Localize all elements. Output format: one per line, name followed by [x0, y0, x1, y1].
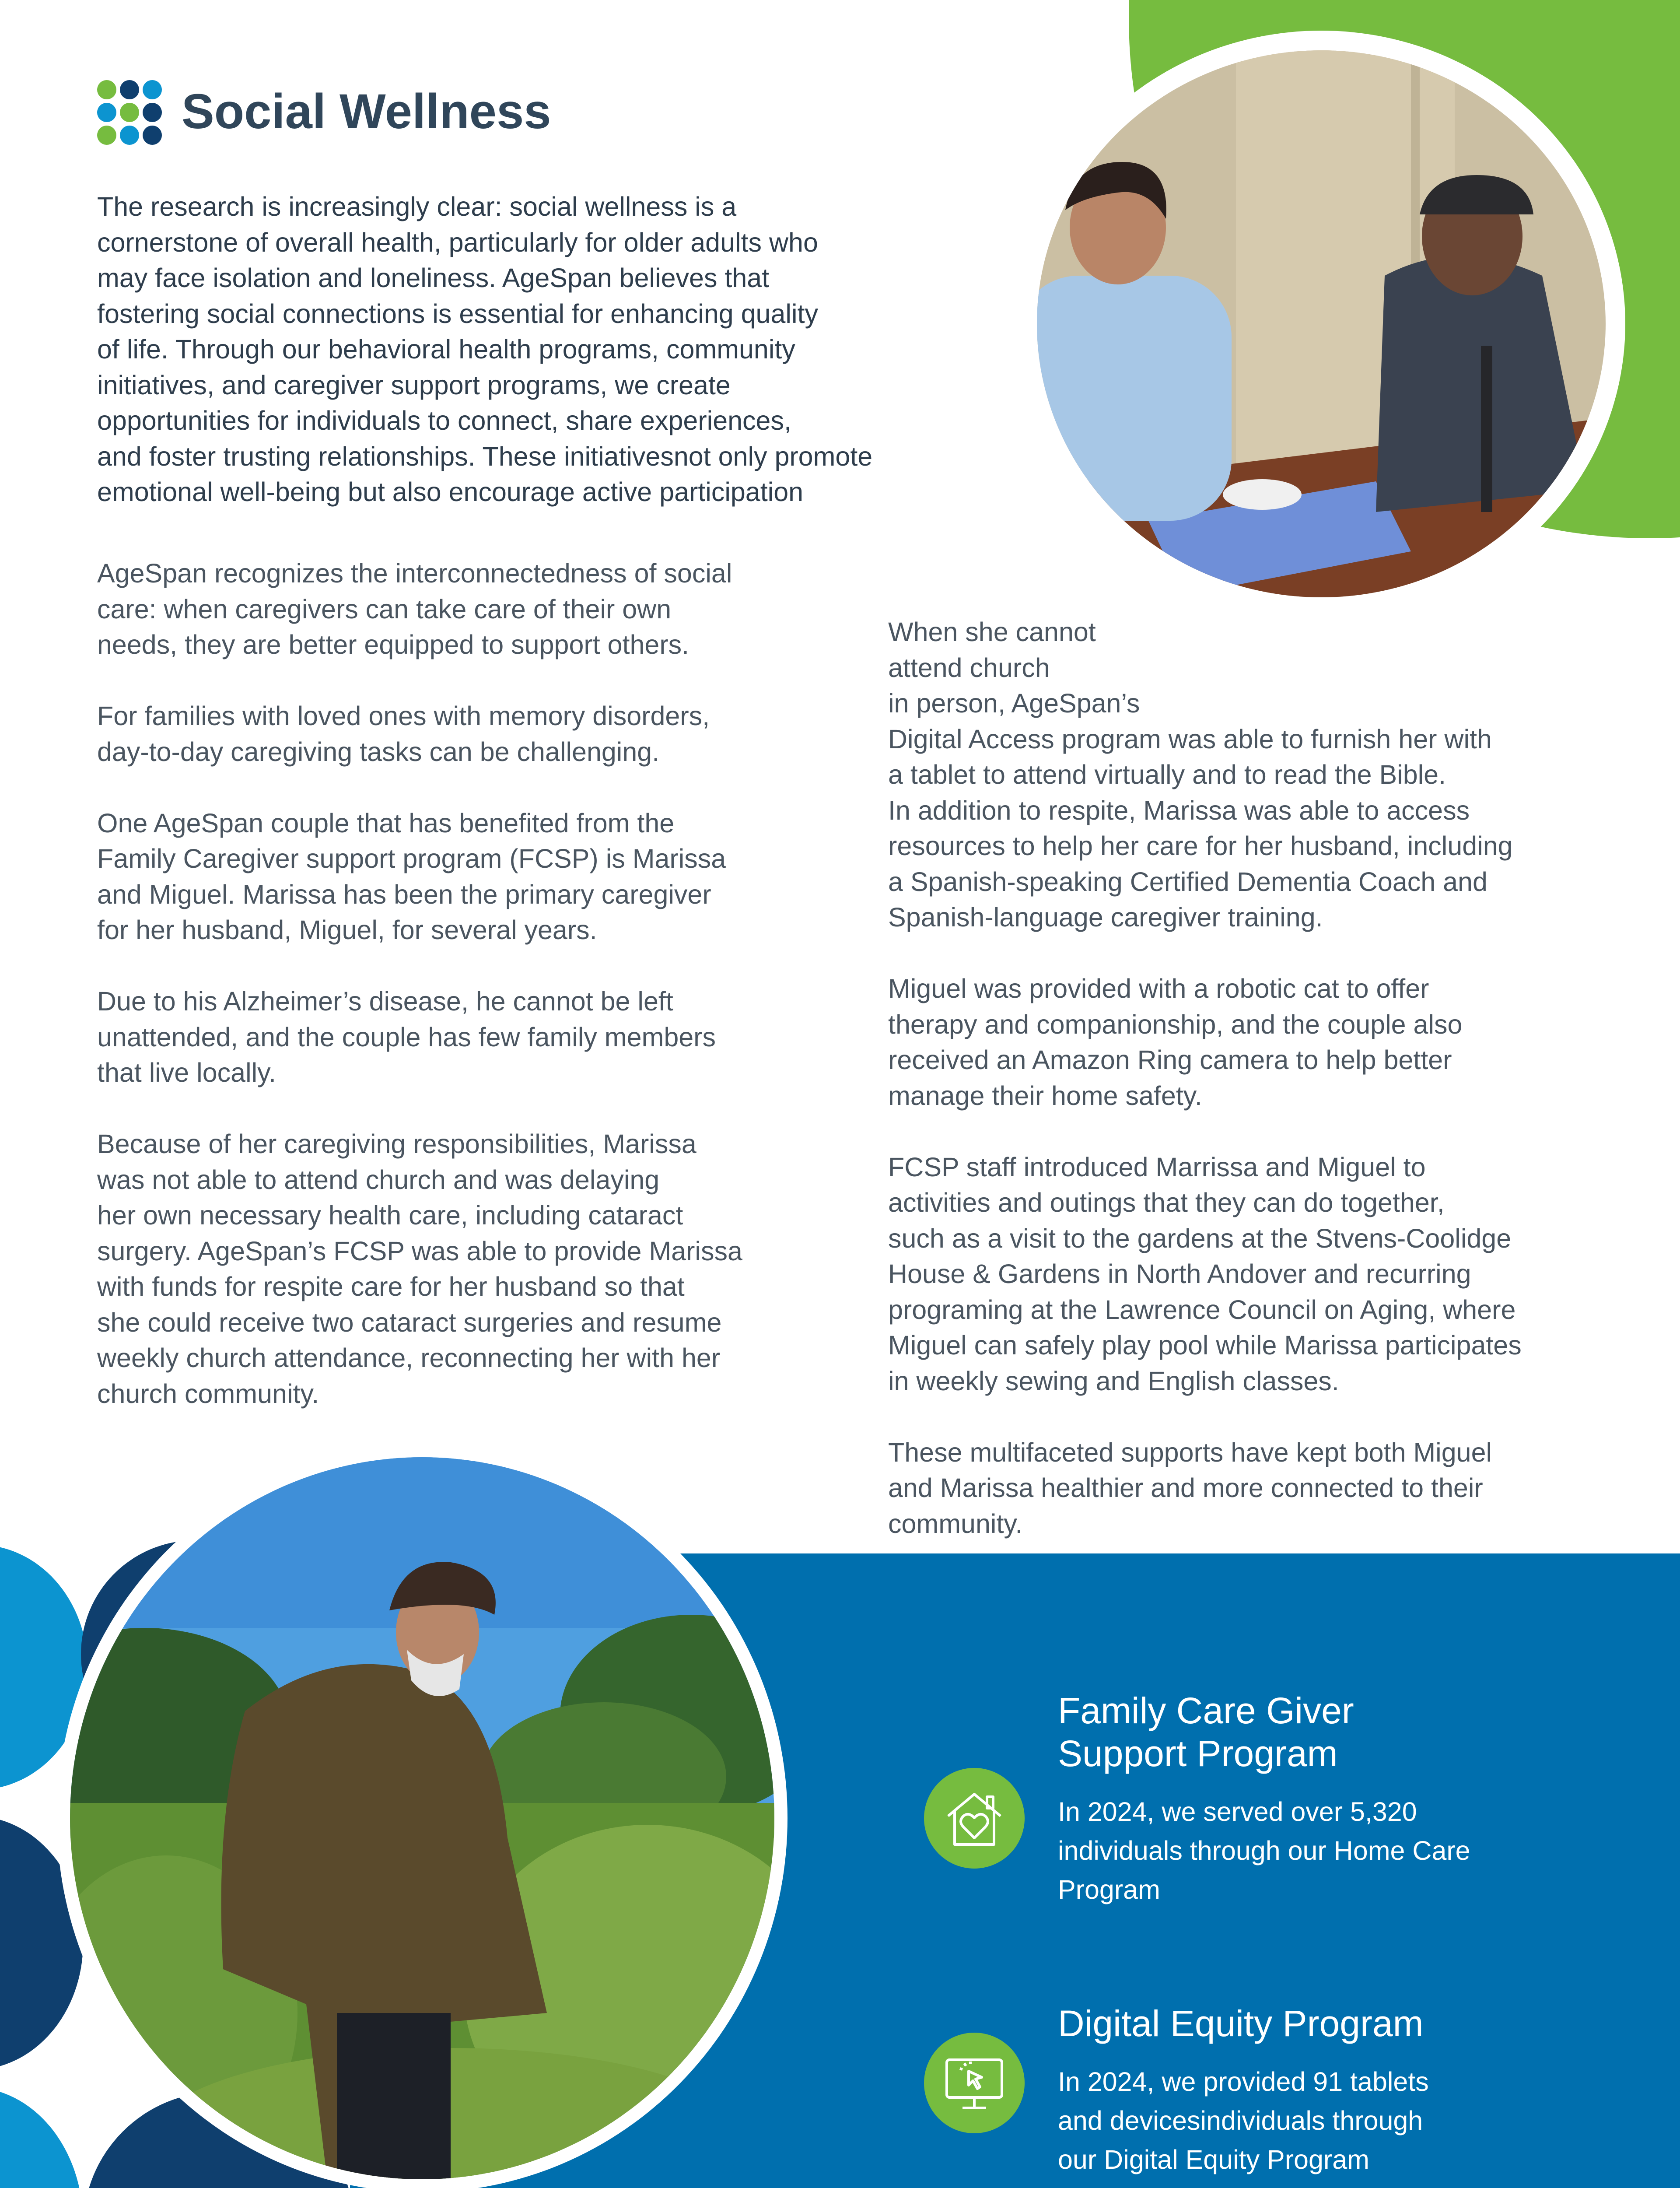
- text-line: In addition to respite, Marissa was able to access: [888, 795, 1470, 825]
- text-line: for her husband, Miguel, for several years.: [97, 915, 597, 945]
- text-line: programing at the Lawrence Council on Aging, where: [888, 1294, 1516, 1325]
- text-line: AgeSpan recognizes the interconnectedness of social: [97, 558, 732, 588]
- stat-description: Program: [1058, 1875, 1160, 1904]
- intro-line: fostering social connections is essential for enhancing quality: [97, 298, 818, 329]
- digital-equity-stat-block: [1058, 2002, 1429, 2179]
- text-line: These multifaceted supports have kept both Miguel: [888, 1437, 1492, 1467]
- stat-description: and devicesindividuals through: [1058, 2106, 1423, 2135]
- intro-line: opportunities for individuals to connect, share experiences,: [97, 406, 791, 435]
- text-line: attend church: [888, 652, 1050, 683]
- text-line: Miguel was provided with a robotic cat to offer: [888, 974, 1429, 1003]
- text-line: with funds for respite care for her husband so that: [97, 1272, 685, 1301]
- text-line: House & Gardens in North Andover and recurring: [888, 1259, 1471, 1289]
- text-line: and Marissa healthier and more connected to their: [888, 1473, 1483, 1503]
- text-line: manage their home safety.: [888, 1080, 1202, 1111]
- text-line: Because of her caregiving responsibilities, Marissa: [97, 1129, 696, 1159]
- text-line: Family Caregiver support program (FCSP) is Marissa: [97, 844, 726, 873]
- stat-title: Family Care Giver: [1058, 1690, 1354, 1731]
- intro-line: and foster trusting relationships. These initiativesnot only promote: [97, 441, 873, 471]
- text-line: and Miguel. Marissa has been the primary caregiver: [97, 879, 711, 909]
- stat-description: our Digital Equity Program: [1058, 2145, 1369, 2174]
- intro-line: of life. Through our behavioral health programs, community: [97, 334, 795, 364]
- text-line: weekly church attendance, reconnecting her with her: [97, 1343, 721, 1373]
- text-line: resources to help her care for her husband, including: [888, 831, 1513, 861]
- house-heart-icon: [924, 1768, 1025, 1869]
- text-line: was not able to attend church and was delaying: [97, 1164, 660, 1195]
- monitor-cursor-icon: [924, 2033, 1025, 2133]
- stat-description: In 2024, we provided 91 tablets: [1058, 2067, 1429, 2097]
- left-text-column: [97, 556, 815, 1412]
- dot-grid-logo-icon: [97, 80, 162, 145]
- photo-couple-at-table: [1017, 31, 1625, 617]
- text-line: church community.: [97, 1378, 319, 1409]
- intro-line: may face isolation and loneliness. AgeSpan believes that: [97, 263, 770, 293]
- text-line: a tablet to attend virtually and to read the Bible.: [888, 760, 1446, 789]
- cyan-decorative-circle: [0, 2087, 83, 2188]
- text-line: One AgeSpan couple that has benefited from the: [97, 808, 675, 838]
- stat-title: Support Program: [1058, 1733, 1338, 1774]
- intro-paragraph: [97, 189, 998, 510]
- right-text-column: [888, 614, 1649, 1542]
- stat-title: Digital Equity Program: [1058, 2003, 1424, 2044]
- text-line: in weekly sewing and English classes.: [888, 1366, 1339, 1396]
- text-line: her own necessary health care, including cataract: [97, 1200, 683, 1230]
- text-line: that live locally.: [97, 1058, 276, 1087]
- text-line: Digital Access program was able to furnish her with: [888, 724, 1492, 754]
- text-line: Due to his Alzheimer’s disease, he cannot be left: [97, 986, 673, 1016]
- text-line: therapy and companionship, and the couple also: [888, 1009, 1463, 1039]
- intro-line: The research is increasingly clear: social wellness is a: [97, 192, 737, 221]
- text-line: For families with loved ones with memory disorders,: [97, 701, 710, 731]
- text-line: such as a visit to the gardens at the Stvens-Coolidge: [888, 1223, 1512, 1253]
- text-line: Spanish-language caregiver training.: [888, 902, 1323, 932]
- intro-line: initiatives, and caregiver support programs, we create: [97, 370, 731, 400]
- text-line: needs, they are better equipped to support others.: [97, 630, 690, 659]
- stat-description: individuals through our Home Care: [1058, 1836, 1470, 1865]
- intro-line: emotional well-being but also encourage active participation: [97, 477, 804, 507]
- text-line: day-to-day caregiving tasks can be challenging.: [97, 736, 660, 767]
- text-line: she could receive two cataract surgeries and resume: [97, 1307, 722, 1337]
- text-line: community.: [888, 1508, 1023, 1539]
- text-line: activities and outings that they can do together,: [888, 1188, 1445, 1217]
- stat-description: In 2024, we served over 5,320: [1058, 1797, 1417, 1827]
- page-title: Social Wellness: [182, 84, 551, 139]
- intro-line: cornerstone of overall health, particularly for older adults who: [97, 227, 818, 257]
- text-line: surgery. AgeSpan’s FCSP was able to provide Marissa: [97, 1236, 742, 1266]
- fcsp-stat-block: [1058, 1689, 1470, 1909]
- text-line: in person, AgeSpan’s: [888, 688, 1140, 718]
- text-line: When she cannot: [888, 617, 1096, 647]
- photo-man-in-garden: [57, 1444, 788, 2188]
- text-line: received an Amazon Ring camera to help better: [888, 1045, 1452, 1075]
- text-line: care: when caregivers can take care of their own: [97, 594, 672, 624]
- text-line: FCSP staff introduced Marrissa and Miguel to: [888, 1152, 1426, 1182]
- text-line: Miguel can safely play pool while Marissa participates: [888, 1330, 1522, 1360]
- text-line: unattended, and the couple has few family members: [97, 1022, 716, 1052]
- text-line: a Spanish-speaking Certified Dementia Coach and: [888, 866, 1488, 897]
